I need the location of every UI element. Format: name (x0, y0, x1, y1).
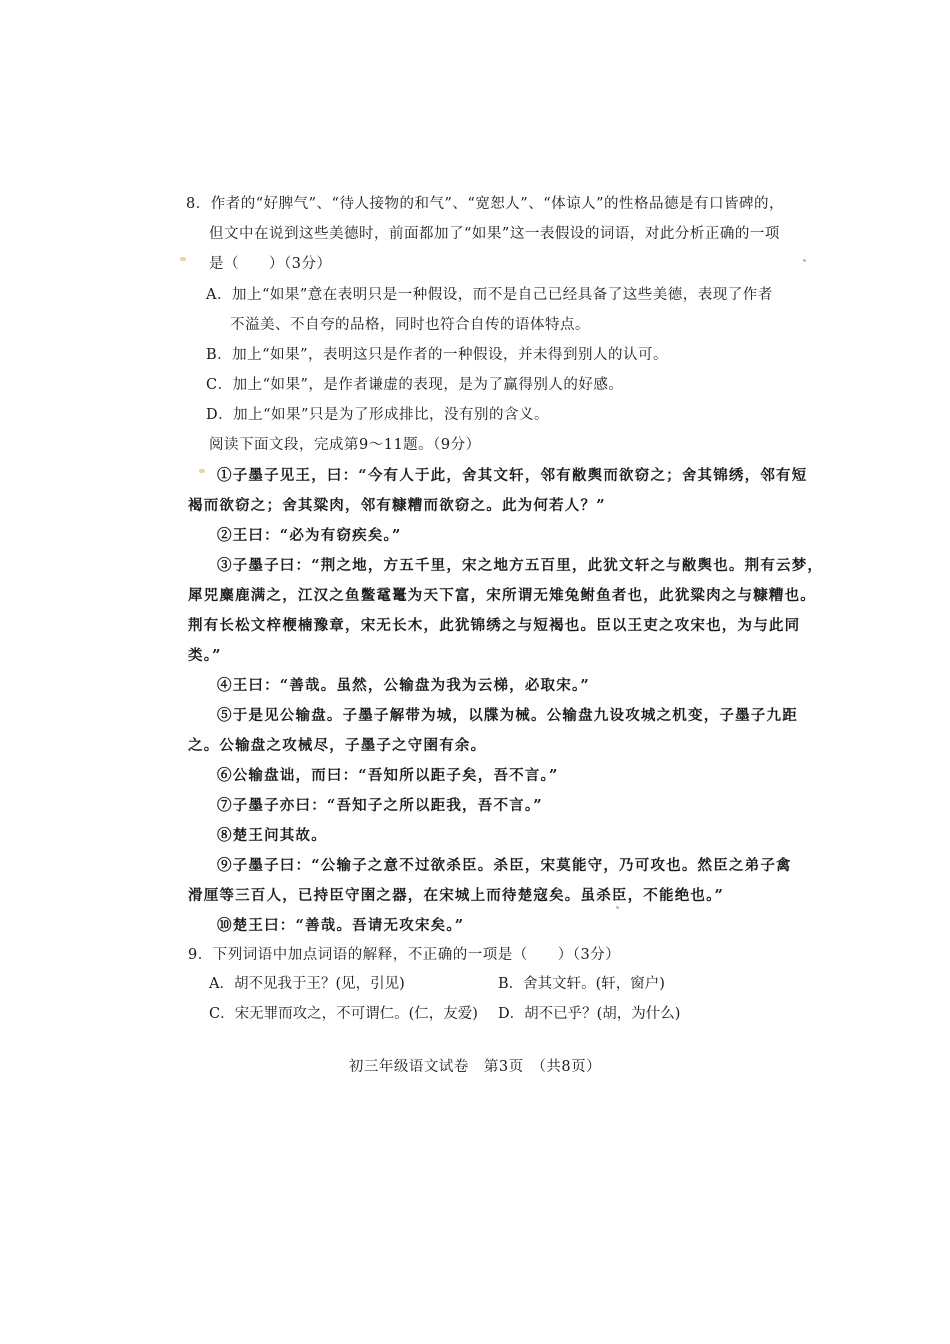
passage-line: ⑥公输盘诎，而曰：“吾知所以距子矣，吾不言。” (217, 767, 559, 784)
passage-line: 犀兕麋鹿满之，江汉之鱼鳖鼋鼍为天下富，宋所谓无雉兔鲋鱼者也，此犹粱肉之与糠糟也。 (188, 587, 816, 604)
q9-option-a: A．胡不见我于王？(见，引见) (209, 976, 405, 992)
q9-option-d: D．胡不已乎？(胡，为什么) (498, 1006, 681, 1022)
q9-option-b: B．舍其文轩。(轩，窗户) (498, 976, 665, 992)
passage-line: 荆有长松文梓楩楠豫章，宋无长木，此犹锦绣之与短褐也。臣以王吏之攻宋也，为与此同 (188, 617, 801, 634)
passage-line: 之。公输盘之攻械尽，子墨子之守圉有余。 (188, 737, 487, 754)
q8-option-b: B．加上“如果”，表明这只是作者的一种假设，并未得到别人的认可。 (206, 347, 668, 363)
q9-stem: 9．下列词语中加点词语的解释，不正确的一项是（ ）（3分） (188, 947, 621, 963)
q8-option-a: A．加上“如果”意在表明只是一种假设，而不是自己已经具备了这些美德，表现了作者 (206, 287, 773, 303)
q8-option-a-cont: 不溢美、不自夸的品格，同时也符合自传的语体特点。 (230, 317, 590, 333)
passage-line: 类。” (188, 647, 222, 664)
q8-option-d: D．加上“如果”只是为了形成排比，没有别的含义。 (206, 407, 549, 423)
q8-option-c: C．加上“如果”，是作者谦虚的表现，是为了赢得别人的好感。 (206, 377, 624, 393)
scan-speck (803, 259, 806, 262)
passage-line: 滑厘等三百人，已持臣守圉之器，在宋城上而待楚寇矣。虽杀臣，不能绝也。” (188, 887, 725, 904)
passage-line: ⑤于是见公输盘。子墨子解带为城，以牒为械。公输盘九设攻城之机变，子墨子九距 (217, 707, 798, 724)
passage-line: ④王曰：“善哉。虽然，公输盘为我为云梯，必取宋。” (217, 677, 590, 694)
q8-stem-line: 8．作者的“好脾气”、“待人接物的和气”、“宽恕人”、“体谅人”的性格品德是有口皆碑的， (186, 196, 785, 212)
scan-mark (180, 257, 186, 261)
passage-line: ②王曰：“必为有窃疾矣。” (217, 527, 402, 544)
scan-mark (199, 469, 205, 473)
passage-line: 褐而欲窃之；舍其粱肉，邻有糠糟而欲窃之。此为何若人？” (188, 497, 606, 514)
reading-intro: 阅读下面文段，完成第9～11题。（9分） (209, 437, 481, 453)
passage-line: ⑦子墨子亦曰：“吾知子之所以距我，吾不言。” (217, 797, 543, 814)
passage-line: ⑩楚王曰：“善哉。吾请无攻宋矣。” (217, 917, 465, 934)
q9-option-c: C．宋无罪而攻之，不可谓仁。(仁，友爱) (209, 1006, 478, 1022)
passage-line: ①子墨子见王，曰：“今有人于此，舍其文轩，邻有敝舆而欲窃之；舍其锦绣，邻有短 (217, 467, 808, 484)
q8-stem-line: 是（ ）（3分） (209, 256, 332, 272)
passage-line: ⑨子墨子曰：“公输子之意不过欲杀臣。杀臣，宋莫能守，乃可攻也。然臣之弟子禽 (217, 857, 792, 874)
scan-speck (616, 906, 619, 909)
passage-line: ⑧楚王问其故。 (217, 827, 327, 844)
passage-line: ③子墨子曰：“荆之地，方五千里，宋之地方五百里，此犹文轩之与敝舆也。荆有云梦， (217, 557, 824, 574)
page-footer: 初三年级语文试卷 第3页 （共8页） (348, 1059, 602, 1075)
q8-stem-line: 但文中在说到这些美德时，前面都加了“如果”这一表假设的词语，对此分析正确的一项 (209, 226, 780, 242)
